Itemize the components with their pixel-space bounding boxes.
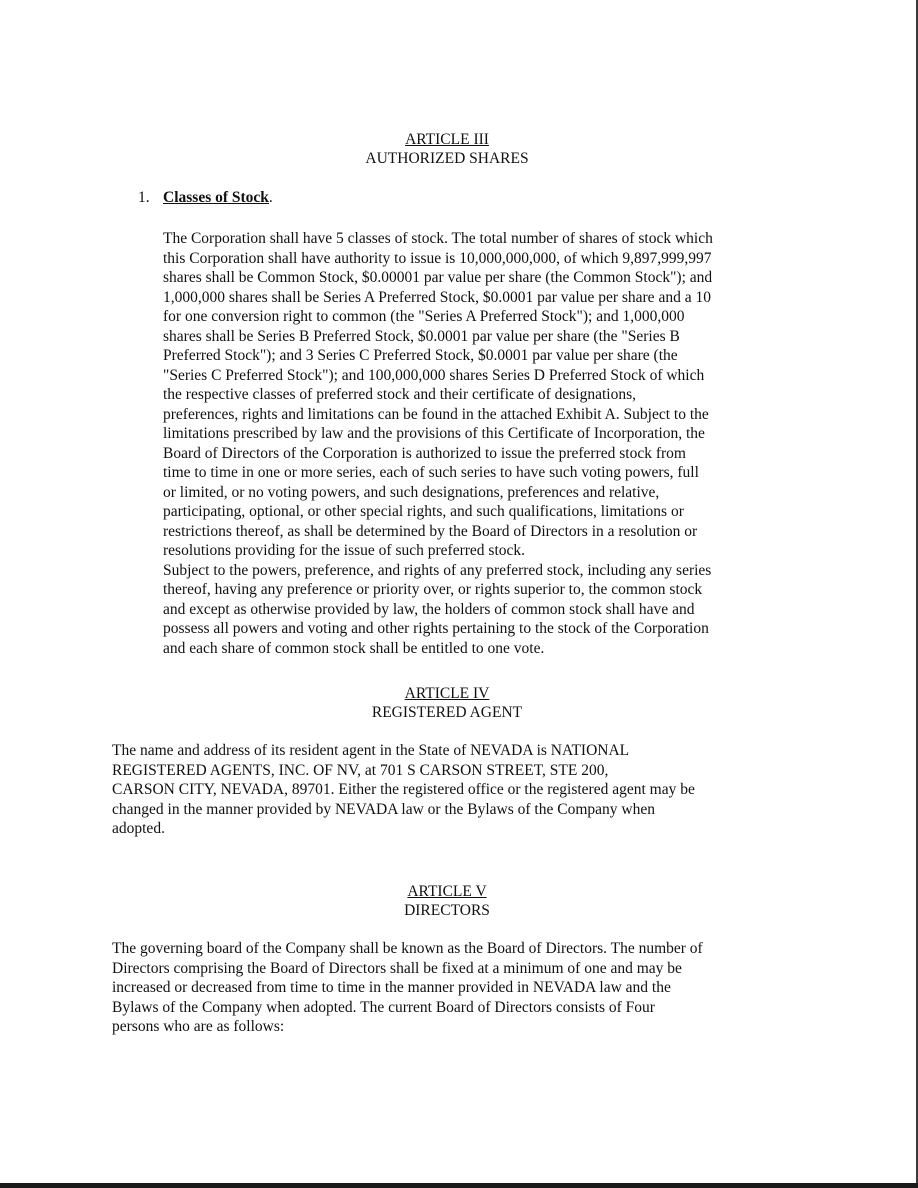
- article-5-heading: [0, 882, 894, 920]
- text-line: Board of Directors of the Corporation is authorized to issue the preferred stock from: [163, 444, 686, 462]
- scan-edge-bottom: [0, 1183, 918, 1188]
- text-line: The Corporation shall have 5 classes of stock. The total number of shares of stock which: [163, 230, 713, 247]
- text-line: and each share of common stock shall be entitled to one vote.: [163, 639, 545, 657]
- article-4-title: REGISTERED AGENT: [371, 704, 523, 721]
- text-line: shares shall be Series B Preferred Stock, $0.0001 par value per share (the "Series B: [163, 327, 680, 345]
- text-line: resolutions providing for the issue of such preferred stock.: [163, 542, 526, 559]
- text-line: preferences, rights and limitations can be found in the attached Exhibit A. Subject to the: [163, 405, 709, 423]
- registered-agent-paragraph: [112, 741, 695, 839]
- section-1-number: 1.: [138, 189, 150, 206]
- text-line: "Series C Preferred Stock"); and 100,000,000 shares Series D Preferred Stock of which: [163, 366, 705, 384]
- article-4-heading: [0, 684, 894, 722]
- text-line: Directors comprising the Board of Directors shall be fixed at a minimum of one and may be: [112, 959, 682, 977]
- section-1-period: .: [268, 189, 273, 206]
- article-4-number: ARTICLE IV: [404, 685, 490, 702]
- article-3-title: AUTHORIZED SHARES: [365, 150, 529, 167]
- text-line: time to time in one or more series, each of such series to have such voting powers, full: [163, 464, 699, 481]
- text-line: changed in the manner provided by NEVADA law or the Bylaws of the Company when: [112, 800, 655, 818]
- section-1-title: Classes of Stock: [163, 189, 269, 206]
- text-line: Subject to the powers, preference, and rights of any preferred stock, including any series: [163, 561, 712, 579]
- text-line: Preferred Stock"); and 3 Series C Preferred Stock, $0.0001 par value per share (the: [163, 347, 678, 364]
- article-3-heading: [0, 130, 894, 168]
- text-line: and except as otherwise provided by law, the holders of common stock shall have and: [163, 600, 695, 618]
- text-line: possess all powers and voting and other rights pertaining to the stock of the Corporation: [163, 620, 709, 637]
- text-line: 1,000,000 shares shall be Series A Preferred Stock, $0.0001 par value per share and a 10: [163, 288, 711, 306]
- text-line: REGISTERED AGENTS, INC. OF NV, at 701 S CARSON STREET, STE 200,: [112, 761, 609, 779]
- text-line: the respective classes of preferred stock and their certificate of designations,: [163, 386, 636, 403]
- text-line: participating, optional, or other special rights, and such qualifications, limitations or: [163, 503, 684, 520]
- text-line: persons who are as follows:: [112, 1018, 285, 1035]
- text-line: restrictions thereof, as shall be determined by the Board of Directors in a resolution or: [163, 522, 698, 540]
- article-5-title: DIRECTORS: [404, 902, 490, 919]
- text-line: or limited, or no voting powers, and such designations, preferences and relative,: [163, 483, 660, 501]
- text-line: increased or decreased from time to time in the manner provided in NEVADA law and the: [112, 979, 671, 996]
- article-3-number: ARTICLE III: [405, 131, 489, 148]
- section-1-heading: [138, 188, 273, 208]
- text-line: for one conversion right to common (the "Series A Preferred Stock"); and 1,000,000: [163, 308, 685, 325]
- article-5-number: ARTICLE V: [407, 883, 487, 900]
- text-line: The name and address of its resident agent in the State of NEVADA is NATIONAL: [112, 742, 630, 759]
- directors-paragraph: [112, 939, 703, 1037]
- text-line: limitations prescribed by law and the provisions of this Certificate of Incorporation, the: [163, 425, 705, 442]
- text-line: thereof, having any preference or priority over, or rights superior to, the common stock: [163, 581, 703, 598]
- text-line: Bylaws of the Company when adopted. The current Board of Directors consists of Four: [112, 998, 655, 1016]
- text-line: The governing board of the Company shall be known as the Board of Directors. The number of: [112, 940, 703, 957]
- classes-of-stock-paragraph: [163, 229, 713, 658]
- text-line: this Corporation shall have authority to issue is 10,000,000,000, of which 9,897,999,997: [163, 249, 712, 267]
- text-line: adopted.: [112, 820, 165, 837]
- text-line: CARSON CITY, NEVADA, 89701. Either the registered office or the registered agent may be: [112, 781, 695, 798]
- text-line: shares shall be Common Stock, $0.00001 par value per share (the Common Stock"); and: [163, 269, 713, 286]
